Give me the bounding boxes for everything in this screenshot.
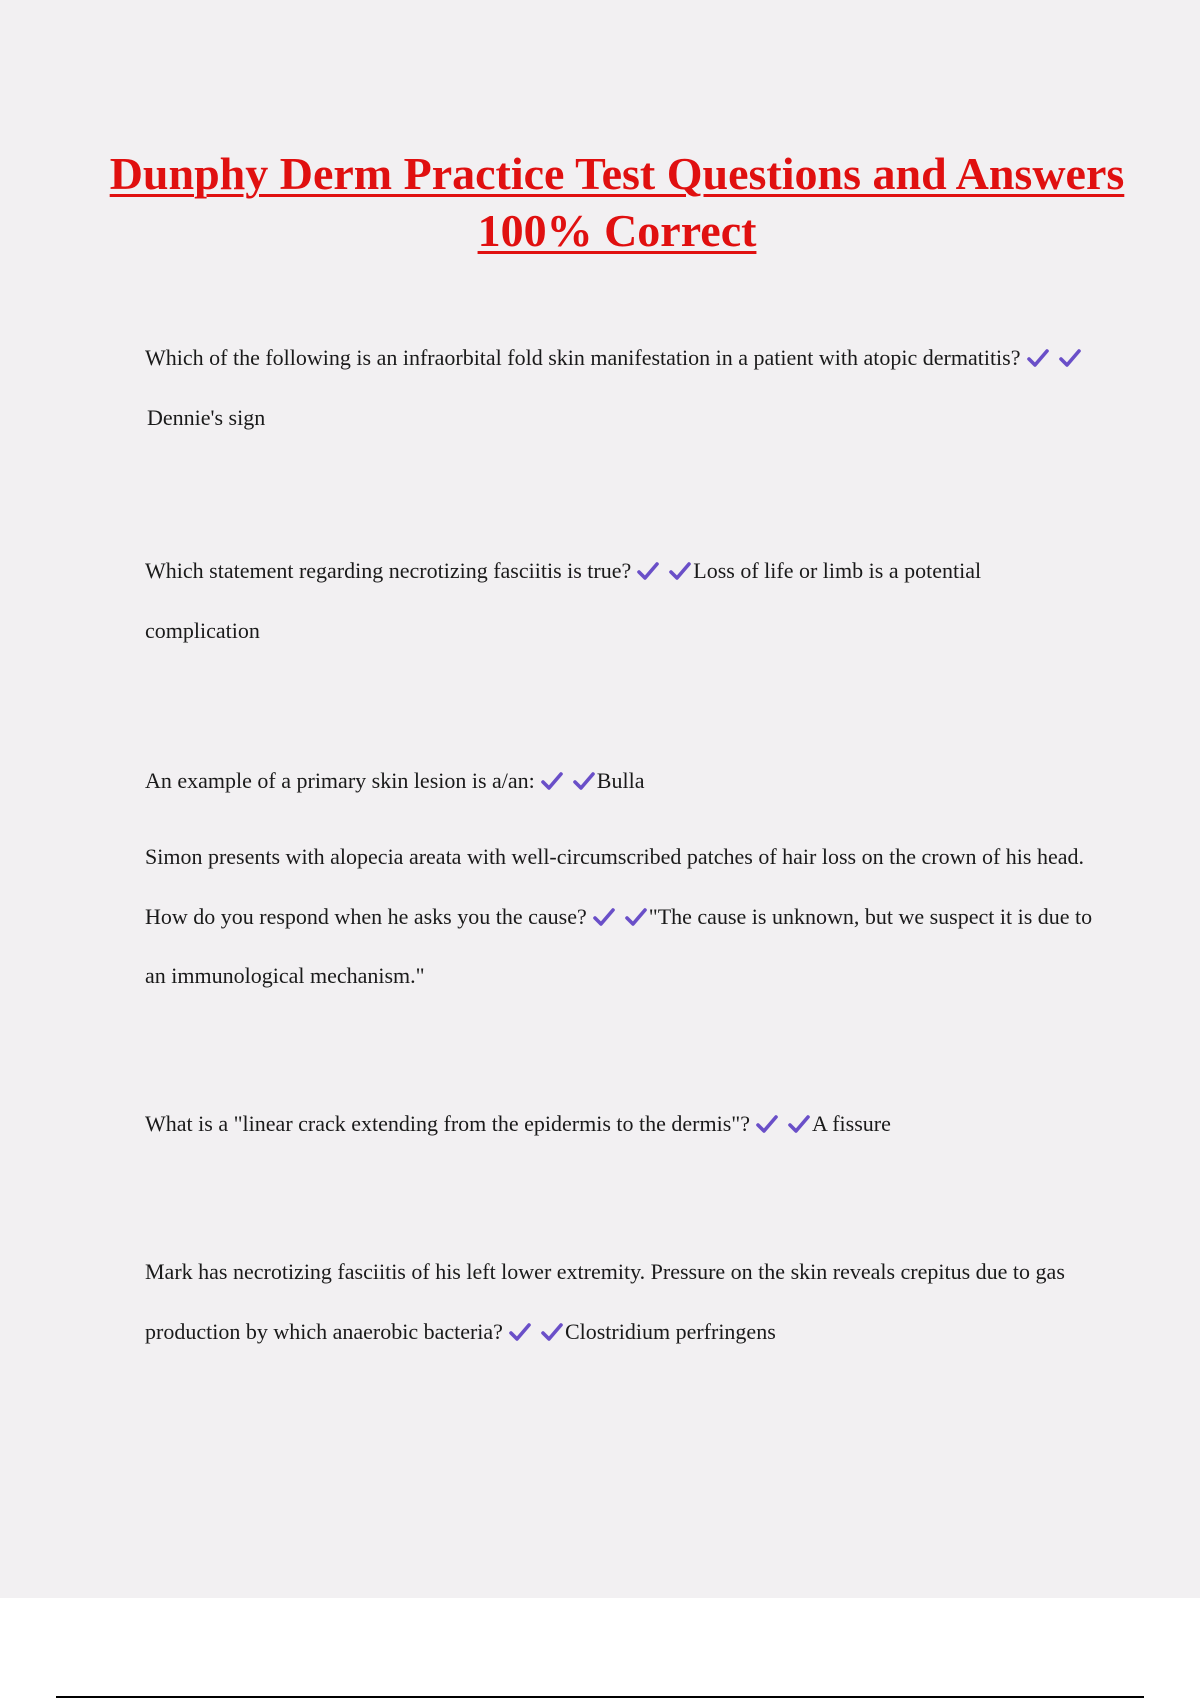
answer-text: Loss of life or limb is a potential complication xyxy=(145,558,982,643)
answer-text: Clostridium perfringens xyxy=(564,1318,776,1344)
check-icon xyxy=(541,771,563,791)
qa-item xyxy=(145,541,1095,660)
qa-item xyxy=(145,751,1095,811)
check-icon xyxy=(573,771,595,791)
check-icon xyxy=(541,1322,563,1342)
qa-item xyxy=(145,1094,1095,1154)
question-text: Which statement regarding necrotizing fasciitis is true? xyxy=(145,558,632,583)
check-icon xyxy=(593,907,615,927)
footer-divider xyxy=(56,1696,1144,1698)
question-text: Which of the following is an infraorbital fold skin manifestation in a patient with atopic dermatitis? xyxy=(145,345,1021,370)
question-text: An example of a primary skin lesion is a/an: xyxy=(145,768,535,793)
qa-item xyxy=(145,328,1095,447)
check-icon xyxy=(637,561,659,581)
answer-text: "The cause is unknown, but we suspect it is due to an immunological mechanism." xyxy=(145,903,1093,988)
answer-text: A fissure xyxy=(812,1111,891,1136)
answer-text: Bulla xyxy=(596,768,645,793)
check-icon xyxy=(1059,348,1081,368)
check-icon xyxy=(669,561,691,581)
question-text: Mark has necrotizing fasciitis of his left lower extremity. Pressure on the skin reveals crepitus due to gas production by which anaerobic bacteria? xyxy=(145,1259,1065,1344)
question-text: Simon presents with alopecia areata with well-circumscribed patches of hair loss on the crown of his head. How do you respond when he asks you the cause? xyxy=(145,844,1084,929)
question-text: What is a "linear crack extending from the epidermis to the dermis"? xyxy=(145,1111,751,1136)
check-icon xyxy=(509,1322,531,1342)
qa-item xyxy=(145,827,1095,1006)
qa-item xyxy=(145,1242,1095,1361)
check-icon xyxy=(1027,348,1049,368)
check-icon xyxy=(756,1114,778,1134)
check-icon xyxy=(625,907,647,927)
answer-text: Dennie's sign xyxy=(147,404,266,430)
document-title: Dunphy Derm Practice Test Questions and Answers 100% Correct xyxy=(109,148,1125,256)
check-icon xyxy=(788,1114,810,1134)
